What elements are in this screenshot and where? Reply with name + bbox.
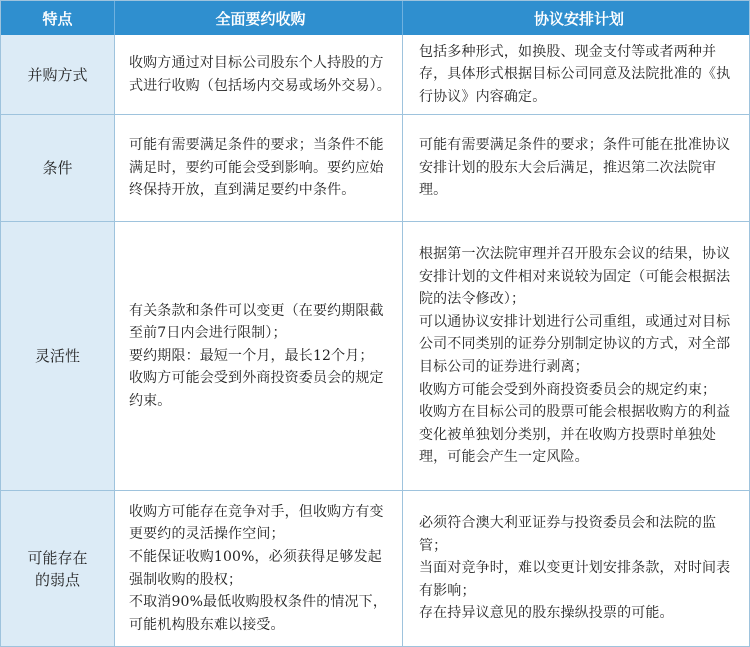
table-header	[1, 1, 749, 35]
cell-paragraph: 收购方可能存在竞争对手，但收购方有变更要约的灵活操作空间；	[129, 503, 384, 543]
cell-paragraph: 要约期限：最短一个月，最长12个月；	[129, 347, 374, 364]
cell-paragraph: 可能有需要满足条件的要求；条件可能在批准协议安排计划的股东大会后满足，推迟第二次法院审理。	[419, 137, 731, 199]
row-feature-label: 灵活性	[1, 222, 115, 490]
table-row	[1, 35, 749, 115]
table-row	[1, 115, 749, 222]
cell-paragraph: 可能有需要满足条件的要求；当条件不能满足时，要约可能会受到影响。要约应始终保持开放，直到满足要约中条件。	[129, 137, 384, 199]
header-feature: 特点	[1, 1, 115, 35]
row-feature-label: 并购方式	[1, 35, 115, 114]
table-row	[1, 222, 749, 491]
row-feature-text: 可能存在的弱点	[27, 548, 88, 589]
cell-paragraph: 不能保证收购100%，必须获得足够发起强制收购的股权；	[129, 548, 382, 588]
header-scheme: 协议安排计划	[533, 9, 624, 28]
cell-paragraph: 收购方在目标公司的股票可能会根据收购方的利益变化被单独划分类别，并在收购方投票时单独处理，可能会产生一定风险。	[419, 404, 731, 466]
tender-offer-cell	[115, 35, 403, 114]
cell-paragraph: 存在持异议意见的股东操纵投票的可能。	[419, 605, 674, 622]
header-tender-offer: 全面要约收购	[115, 1, 403, 35]
cell-paragraph: 必须符合澳大利亚证券与投资委员会和法院的监管；	[419, 515, 717, 554]
cell-paragraph: 包括多种形式，如换股、现金支付等或者两种并存，具体形式根据目标公司同意及法院批准的《执行协议》内容确定。	[419, 43, 731, 105]
cell-paragraph: 当面对竞争时，难以变更计划安排条款，对时间表有影响；	[419, 560, 731, 599]
cell-paragraph: 根据第一次法院审理并召开股东会议的结果，协议安排计划的文件相对来说较为固定（可能会根据法院的法令修改）；	[419, 246, 731, 308]
cell-paragraph: 收购方可能会受到外商投资委员会的规定约束；	[419, 381, 717, 398]
scheme-cell	[403, 35, 749, 114]
table-row	[1, 491, 749, 646]
cell-paragraph: 收购方通过对目标公司股东个人持股的方式进行收购（包括场内交易或场外交易）。	[129, 54, 391, 94]
scheme-cell	[403, 491, 749, 646]
row-feature-label: 条件	[1, 115, 115, 221]
tender-offer-cell	[115, 115, 403, 221]
tender-offer-cell	[115, 491, 403, 646]
cell-paragraph: 不取消90%最低收购股权条件的情况下，可能机构股东难以接受。	[129, 594, 387, 633]
cell-paragraph: 有关条款和条件可以变更（在要约期限截至前7日内会进行限制）；	[129, 302, 384, 342]
row-feature-label	[1, 491, 115, 646]
scheme-cell	[403, 115, 749, 221]
cell-paragraph: 可以通协议安排计划进行公司重组，或通过对目标公司不同类别的证券分别制定协议的方式，对全部目标公司的证券进行剥离；	[419, 313, 731, 375]
scheme-cell	[403, 222, 749, 490]
tender-offer-cell	[115, 222, 403, 490]
cell-paragraph: 收购方可能会受到外商投资委员会的规定约束。	[129, 370, 384, 409]
